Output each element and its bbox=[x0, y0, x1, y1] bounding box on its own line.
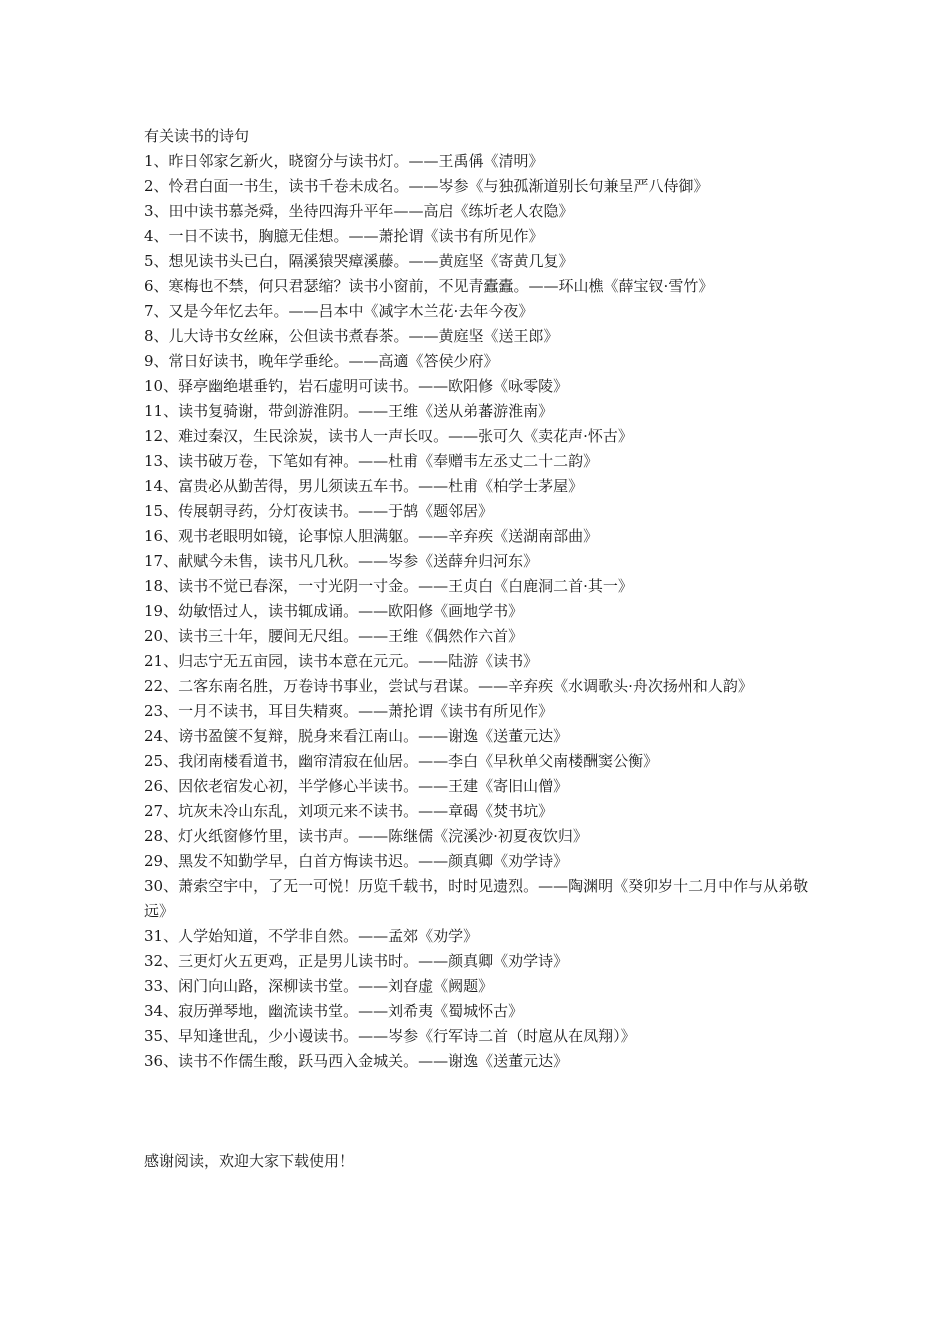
poem-line: 19、幼敏悟过人，读书辄成诵。——欧阳修《画地学书》 bbox=[144, 602, 524, 620]
poem-line: 16、观书老眼明如镜，论事惊人胆满躯。——辛弃疾《送湖南部曲》 bbox=[144, 527, 599, 545]
poem-line: 25、我闭南楼看道书，幽帘清寂在仙居。——李白《早秋单父南楼酬窦公衡》 bbox=[144, 752, 659, 770]
document-title: 有关读书的诗句 bbox=[144, 127, 250, 145]
poem-line: 31、人学始知道，不学非自然。——孟郊《劝学》 bbox=[144, 927, 479, 945]
poem-line: 13、读书破万卷，下笔如有神。——杜甫《奉赠韦左丞丈二十二韵》 bbox=[144, 452, 599, 470]
poem-line: 2、怜君白面一书生，读书千卷未成名。——岑参《与独孤渐道别长句兼呈严八侍御》 bbox=[144, 177, 709, 195]
poem-line: 22、二客东南名胜，万卷诗书事业，尝试与君谋。——辛弃疾《水调歌头·舟次扬州和人韵》 bbox=[144, 677, 753, 695]
poem-line: 36、读书不作儒生酸，跃马西入金城关。——谢逸《送董元达》 bbox=[144, 1052, 569, 1070]
document-body bbox=[144, 124, 814, 1074]
poem-line: 35、早知逢世乱，少小谩读书。——岑参《行军诗二首（时扈从在凤翔）》 bbox=[144, 1027, 636, 1045]
poem-line: 4、一日不读书，胸臆无佳想。——萧抡谓《读书有所见作》 bbox=[144, 227, 544, 245]
poem-line: 8、儿大诗书女丝麻，公但读书煮春茶。——黄庭坚《送王郎》 bbox=[144, 327, 559, 345]
poem-line: 32、三更灯火五更鸡，正是男儿读书时。——颜真卿《劝学诗》 bbox=[144, 952, 569, 970]
poem-line: 12、难过秦汉，生民涂炭，读书人一声长叹。——张可久《卖花声·怀古》 bbox=[144, 427, 633, 445]
poem-line: 27、坑灰未冷山东乱，刘项元来不读书。——章碣《焚书坑》 bbox=[144, 802, 554, 820]
poem-line: 18、读书不觉已春深，一寸光阴一寸金。——王贞白《白鹿洞二首·其一》 bbox=[144, 577, 633, 595]
poem-line: 29、黑发不知勤学早，白首方悔读书迟。——颜真卿《劝学诗》 bbox=[144, 852, 569, 870]
poem-line: 23、一月不读书，耳目失精爽。——萧抡谓《读书有所见作》 bbox=[144, 702, 554, 720]
poem-line: 5、想见读书头已白，隔溪猿哭瘴溪藤。——黄庭坚《寄黄几复》 bbox=[144, 252, 574, 270]
poem-line: 14、富贵必从勤苦得，男儿须读五车书。——杜甫《柏学士茅屋》 bbox=[144, 477, 584, 495]
poem-line: 9、常日好读书，晚年学垂纶。——高適《答侯少府》 bbox=[144, 352, 499, 370]
poem-line: 34、寂历弹琴地，幽流读书堂。——刘希夷《蜀城怀古》 bbox=[144, 1002, 524, 1020]
poem-line: 20、读书三十年，腰间无尺组。——王维《偶然作六首》 bbox=[144, 627, 524, 645]
poem-line: 11、读书复骑谢，带剑游淮阴。——王维《送从弟蕃游淮南》 bbox=[144, 402, 554, 420]
poem-line: 21、归志宁无五亩园，读书本意在元元。——陆游《读书》 bbox=[144, 652, 539, 670]
poem-line: 33、闲门向山路，深柳读书堂。——刘昚虚《阙题》 bbox=[144, 977, 494, 995]
poem-line: 3、田中读书慕尧舜，坐待四海升平年——高启《练圻老人农隐》 bbox=[144, 202, 574, 220]
poem-list bbox=[144, 149, 814, 1074]
poem-line: 26、因依老宿发心初，半学修心半读书。——王建《寄旧山僧》 bbox=[144, 777, 569, 795]
poem-line: 10、驿亭幽绝堪垂钓，岩石虚明可读书。——欧阳修《咏零陵》 bbox=[144, 377, 569, 395]
poem-line: 30、萧索空宇中，了无一可悦！历览千载书，时时见遗烈。——陶渊明《癸卯岁十二月中作与从弟敬远》 bbox=[144, 877, 809, 920]
poem-line: 24、谤书盈箧不复辩，脱身来看江南山。——谢逸《送董元达》 bbox=[144, 727, 569, 745]
closing-note: 感谢阅读，欢迎大家下载使用！ bbox=[144, 1152, 355, 1170]
poem-line: 17、献赋今未售，读书凡几秋。——岑参《送薛弁归河东》 bbox=[144, 552, 539, 570]
poem-line: 1、昨日邻家乞新火，晓窗分与读书灯。——王禹偁《清明》 bbox=[144, 152, 544, 170]
poem-line: 7、又是今年忆去年。——吕本中《减字木兰花·去年今夜》 bbox=[144, 302, 534, 320]
poem-line: 6、寒梅也不禁，何只君瑟缩？读书小窗前，不见青蠹蠹。——环山樵《薛宝钗·雪竹》 bbox=[144, 277, 714, 295]
poem-line: 15、传展朝寻药，分灯夜读书。——于鹄《题邻居》 bbox=[144, 502, 494, 520]
poem-line: 28、灯火纸窗修竹里，读书声。——陈继儒《浣溪沙·初夏夜饮归》 bbox=[144, 827, 588, 845]
